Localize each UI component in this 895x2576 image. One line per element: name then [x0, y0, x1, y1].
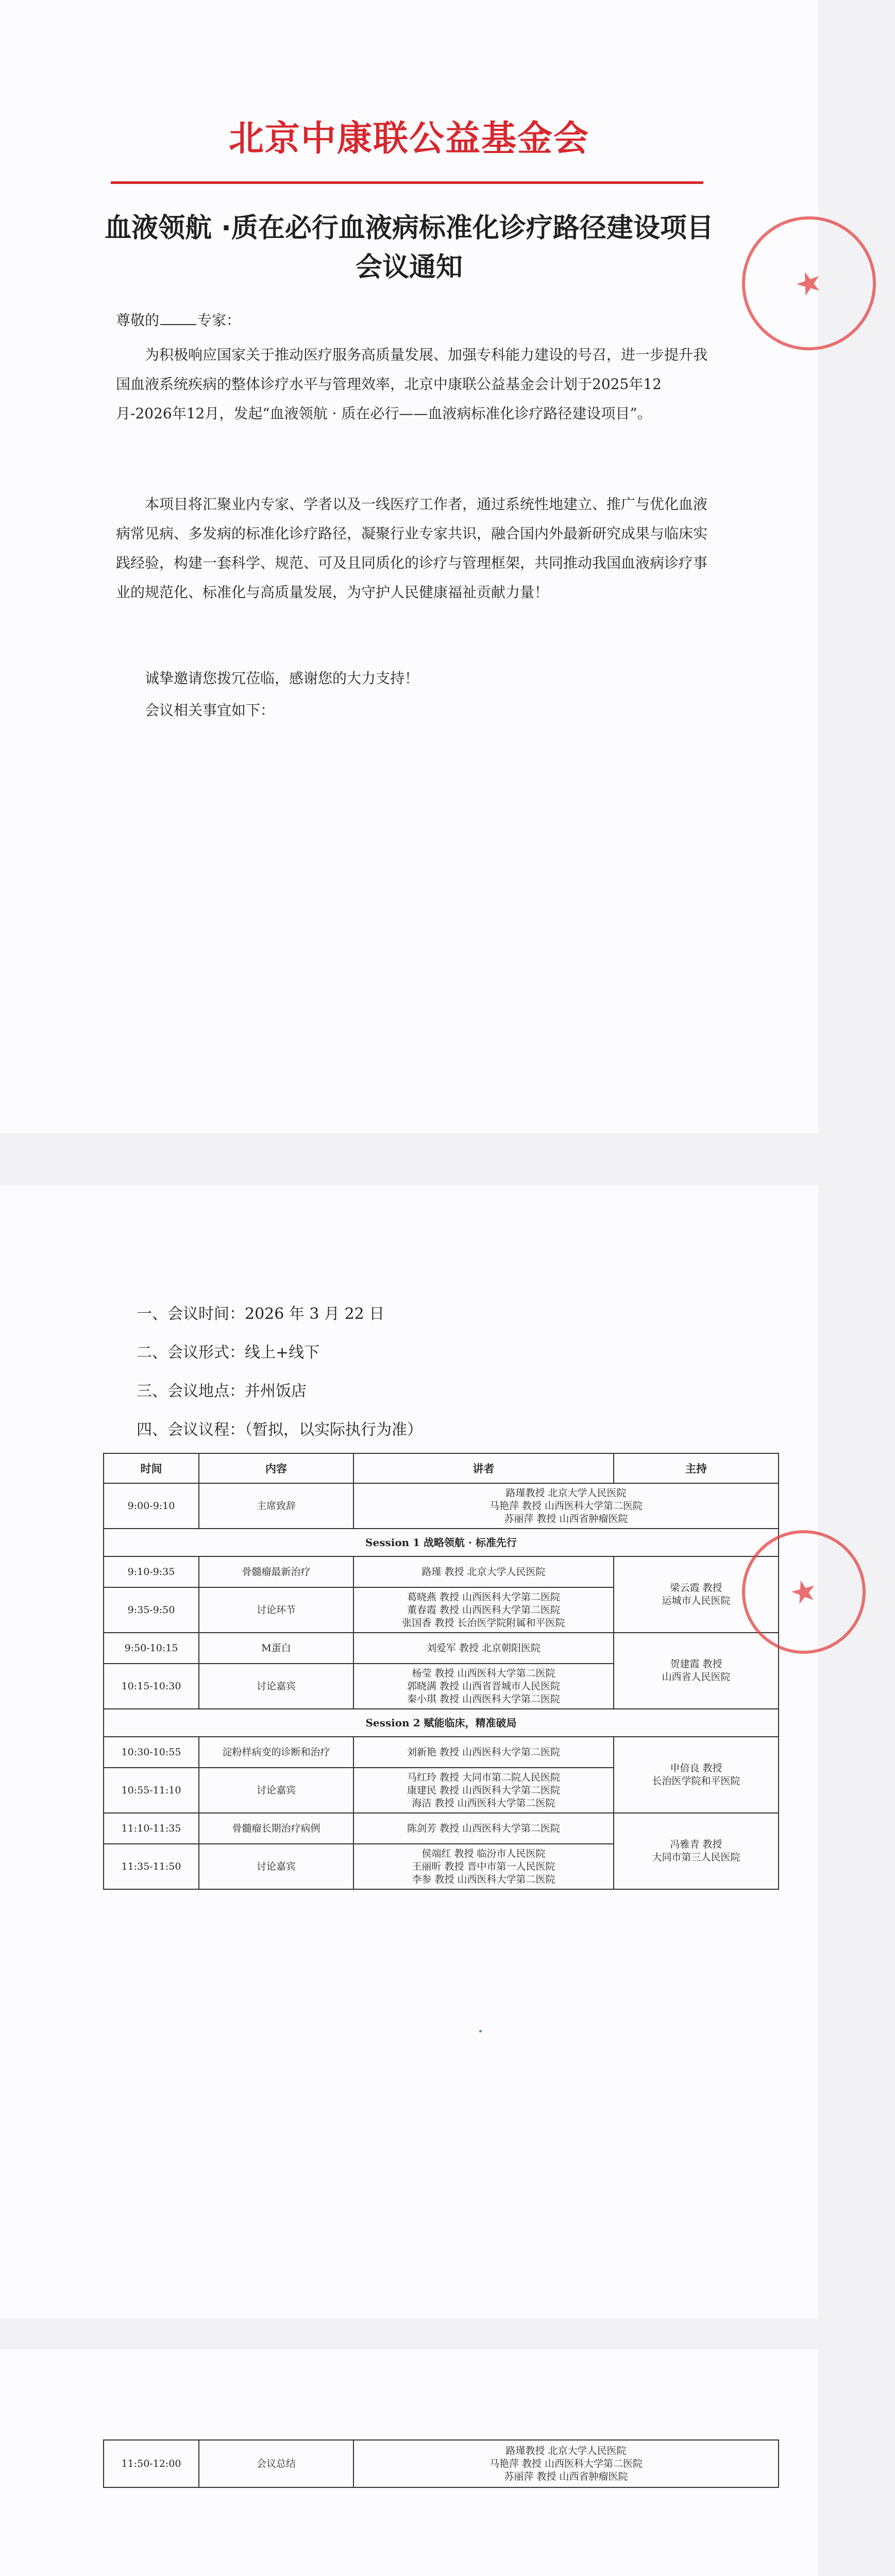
- speaker-line: 李参 教授 山西医科大学第二医院: [412, 1873, 555, 1885]
- seal-star-icon: ★: [785, 1571, 822, 1613]
- paragraph-text: 本项目将汇聚业内专家、学者以及一线医疗工作者，通过系统性地建立、推广与优化血液病常见病、多发病的标准化诊疗路径，凝聚行业专家共识，融合国内外最新研究成果与临床实践经验，构建一套科学、规范、可及且同质化的诊疗与管理框架，共同推动我国血液病诊疗事业的规范化、标准化与高质量发展，为守护人民健康福祉贡献力量！: [116, 496, 708, 601]
- agenda-header-host: 主持: [614, 1453, 779, 1483]
- salutation: [116, 309, 241, 330]
- agenda-time: 11:50-12:00: [104, 2440, 199, 2487]
- agenda-content: 主席致辞: [199, 1483, 353, 1529]
- speaker-line: 马艳萍 教授 山西医科大学第二医院: [489, 2458, 643, 2469]
- seal-star-icon: ★: [789, 261, 829, 306]
- paragraph-details-intro: [116, 696, 708, 725]
- agenda-time: 11:35-11:50: [104, 1844, 199, 1889]
- salutation-blank: [160, 324, 196, 325]
- table-row: [104, 1483, 779, 1529]
- speaker-line: 海洁 教授 山西医科大学第二医院: [412, 1797, 555, 1809]
- agenda-time: 9:00-9:10: [104, 1483, 199, 1529]
- paragraph-text: 会议相关事宜如下：: [145, 702, 275, 719]
- speaker-line: 葛晓燕 教授 山西医科大学第二医院: [407, 1591, 561, 1603]
- agenda-speaker: 刘爱军 教授 北京朝阳医院: [353, 1633, 614, 1664]
- host-line: 梁云霞 教授: [670, 1582, 722, 1594]
- header-divider: [111, 181, 703, 184]
- agenda-header-time: 时间: [104, 1453, 199, 1483]
- agenda-host: [614, 1737, 779, 1813]
- agenda-content: 骨髓瘤长期治疗病例: [199, 1813, 353, 1844]
- agenda-time: 9:50-10:15: [104, 1633, 199, 1664]
- meeting-time: 一、会议时间：2026 年 3 月 22 日: [137, 1305, 385, 1323]
- paragraph-invitation: [116, 664, 708, 693]
- notice-page-1: [0, 0, 829, 1133]
- speaker-line: 秦小琪 教授 山西医科大学第二医院: [407, 1693, 561, 1705]
- agenda-time: 10:15-10:30: [104, 1664, 199, 1709]
- agenda-content: 骨髓瘤最新治疗: [199, 1556, 353, 1587]
- table-row: [104, 1737, 779, 1768]
- session-row: [104, 1709, 779, 1737]
- agenda-header-speaker: 讲者: [353, 1453, 614, 1483]
- meeting-agenda-intro: 四、会议议程：（暂拟，以实际执行为准）: [137, 1421, 423, 1439]
- agenda-time: 9:35-9:50: [104, 1587, 199, 1633]
- speaker-line: 马艳萍 教授 山西医科大学第二医院: [489, 1500, 643, 1512]
- speaker-line: 康建民 教授 山西医科大学第二医院: [407, 1784, 561, 1796]
- agenda-header-row: [104, 1453, 779, 1483]
- table-row: [104, 1556, 779, 1587]
- agenda-content: 讨论嘉宾: [199, 1844, 353, 1889]
- agenda-speakers: [353, 1483, 779, 1529]
- agenda-content: 讨论嘉宾: [199, 1664, 353, 1709]
- speaker-line: 王丽昕 教授 晋中市第一人民医院: [412, 1860, 555, 1872]
- speaker-line: 郭晓满 教授 山西省晋城市人民医院: [407, 1680, 561, 1692]
- table-row: [104, 1633, 779, 1664]
- host-line: 申倍良 教授: [670, 1762, 722, 1774]
- table-row: [104, 1813, 779, 1844]
- host-line: 运城市人民医院: [662, 1595, 731, 1606]
- host-line: 冯雅青 教授: [670, 1839, 722, 1850]
- paragraph-project: [116, 489, 708, 607]
- meeting-format: 二、会议形式：线上+线下: [137, 1344, 320, 1362]
- meeting-venue: 三、会议地点：并州饭店: [137, 1382, 307, 1400]
- speaker-line: 路瑾教授 北京大学人民医院: [505, 1487, 627, 1499]
- agenda-speaker: 刘新艳 教授 山西医科大学第二医院: [353, 1737, 614, 1768]
- paragraph-intro: [116, 340, 708, 428]
- agenda-speakers: [353, 2440, 779, 2487]
- session-title: Session 1 战略领航 · 标准先行: [104, 1529, 779, 1556]
- agenda-time: 11:10-11:35: [104, 1813, 199, 1844]
- agenda-content: 淀粉样病变的诊断和治疗: [199, 1737, 353, 1768]
- agenda-time: 10:30-10:55: [104, 1737, 199, 1768]
- agenda-speakers: [353, 1587, 614, 1633]
- speaker-line: 侯端红 教授 临汾市人民医院: [421, 1848, 546, 1859]
- paragraph-text: 为积极响应国家关于推动医疗服务高质量发展、加强专科能力建设的号召，进一步提升我国血液系统疾病的整体诊疗水平与管理效率，北京中康联公益基金会计划于2025年12月-2026年12月，发起“血液领航 · 质在必行——血液病标准化诊疗路径建设项目”。: [116, 346, 708, 422]
- salutation-suffix: 专家：: [197, 312, 241, 329]
- agenda-speaker: 路瑾 教授 北京大学人民医院: [353, 1556, 614, 1587]
- speaker-line: 苏丽萍 教授 山西省肿瘤医院: [504, 2470, 628, 2482]
- agenda-content: 讨论嘉宾: [199, 1768, 353, 1813]
- agenda-table-continued: [103, 2439, 779, 2488]
- host-line: 山西省人民医院: [662, 1671, 731, 1683]
- agenda-speakers: [353, 1664, 614, 1709]
- agenda-speaker: 陈剑芳 教授 山西医科大学第二医院: [353, 1813, 614, 1844]
- agenda-time: 9:10-9:35: [104, 1556, 199, 1587]
- agenda-content: 讨论环节: [199, 1587, 353, 1633]
- session-title: Session 2 赋能临床，精准破局: [104, 1709, 779, 1737]
- notice-title-line1: 血液领航 ·质在必行血液病标准化诊疗路径建设项目: [105, 213, 714, 244]
- speaker-line: 苏丽萍 教授 山西省肿瘤医院: [504, 1513, 628, 1524]
- paragraph-text: 诚挚邀请您拨冗莅临，感谢您的大力支持！: [145, 670, 419, 687]
- speaker-line: 张国香 教授 长治医学院附属和平医院: [402, 1617, 565, 1629]
- host-line: 大同市第三人民医院: [652, 1852, 740, 1863]
- agenda-table: [103, 1453, 779, 1890]
- speaker-line: 杨莹 教授 山西医科大学第二医院: [412, 1667, 555, 1679]
- speaker-line: 路瑾教授 北京大学人民医院: [505, 2445, 627, 2456]
- page-dot-mark: [479, 2030, 482, 2032]
- agenda-host: [614, 1813, 779, 1889]
- agenda-header-content: 内容: [199, 1453, 353, 1483]
- salutation-prefix: 尊敬的: [116, 312, 160, 329]
- host-line: 贺建霞 教授: [670, 1658, 722, 1670]
- speaker-line: 马红玲 教授 大同市第二院人民医院: [407, 1771, 561, 1783]
- agenda-content: 会议总结: [199, 2440, 353, 2487]
- agenda-content: M蛋白: [199, 1633, 353, 1664]
- agenda-host: [614, 1633, 779, 1709]
- speaker-line: 董春霞 教授 山西医科大学第二医院: [407, 1604, 561, 1616]
- agenda-speakers: [353, 1844, 614, 1889]
- agenda-speakers: [353, 1768, 614, 1813]
- table-row: [104, 2440, 779, 2487]
- header-org-name: 北京中康联公益基金会: [228, 118, 589, 159]
- host-line: 长治医学院和平医院: [652, 1775, 740, 1787]
- notice-title-line2: 会议通知: [355, 252, 463, 283]
- agenda-time: 10:55-11:10: [104, 1768, 199, 1813]
- session-row: [104, 1529, 779, 1556]
